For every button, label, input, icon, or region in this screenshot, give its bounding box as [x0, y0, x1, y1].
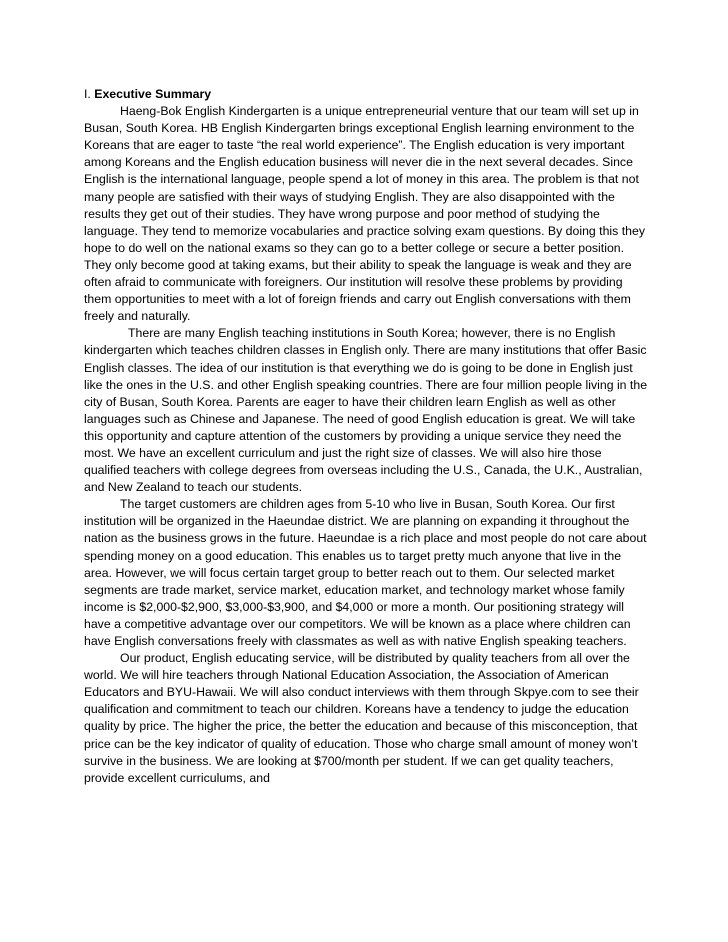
paragraph-product-distribution: Our product, English educating service, will be distributed by quality teachers from all over the world. We will hire teachers through National Education Association, the Association of American Educators and BYU-Hawaii. We will also conduct interviews with them through Skpye.com to see their qualification and commitment to teach our children. Koreans have a tendency to judge the education quality by price. The higher the price, the better the education and because of this misconception, that price can be the key indicator of quality of education. Those who charge small amount of money won’t survive in the business. We are looking at $700/month per student. If we can get quality teachers, provide excellent curriculums, and — [84, 651, 639, 785]
paragraph-target-customers: The target customers are children ages from 5-10 who live in Busan, South Korea. Our first institution will be organized in the Haeundae district. We are planning on expanding it throughout the nation as the business grows in the future. Haeundae is a rich place and most people do not care about spending money on a good education. This enables us to target pretty much anyone that live in the area. However, we will focus certain target group to better reach out to them. Our selected market segments are trade market, service market, education market, and technology market whose family income is $2,000-$2,900, $3,000-$3,900, and $4,000 or more a month. Our positioning strategy will have a competitive advantage over our competitors. We will be known as a place where children can have English conversations freely with classmates as well as with native English speaking teachers. — [84, 497, 647, 648]
document-page — [84, 86, 650, 787]
section-title: Executive Summary — [94, 87, 212, 101]
section-number: I. — [84, 87, 95, 101]
paragraph-market-need: There are many English teaching institutions in South Korea; however, there is no English kindergarten which teaches children classes in English only. There are many institutions that offer Basic English classes. The idea of our institution is that everything we do is going to be done in English just like the ones in the U.S. and other English speaking countries. There are four million people living in the city of Busan, South Korea. Parents are eager to have their children learn English as well as other languages such as Chinese and Japanese. The need of good English education is great. We will take this opportunity and capture attention of the customers by providing a unique service they need the most. We have an excellent curriculum and just the right size of classes. We will also hire those qualified teachers with college degrees from overseas including the U.S., Canada, the U.K., Australian, and New Zealand to teach our students. — [84, 326, 648, 495]
paragraph-intro: Haeng-Bok English Kindergarten is a unique entrepreneurial venture that our team will set up in Busan, South Korea. HB English Kindergarten brings exceptional English learning environment to the Koreans that are eager to taste “the real world experience”. The English education is very important among Koreans and the English education business will never die in the next several decades. Since English is the international language, people spend a lot of money in this area. The problem is that not many people are satisfied with their ways of studying English. They are also disappointed with the results they get out of their studies. They have wrong purpose and poor method of studying the language. They tend to memorize vocabularies and practice solving exam questions. By doing this they hope to do well on the national exams so they can go to a better college or secure a better position. They only become good at taking exams, but their ability to speak the language is weak and they are often afraid to communicate with foreigners. Our institution will resolve these problems by providing them opportunities to meet with a lot of foreign friends and carry out English conversations with them freely and naturally. — [84, 104, 645, 324]
section-heading — [84, 86, 650, 103]
